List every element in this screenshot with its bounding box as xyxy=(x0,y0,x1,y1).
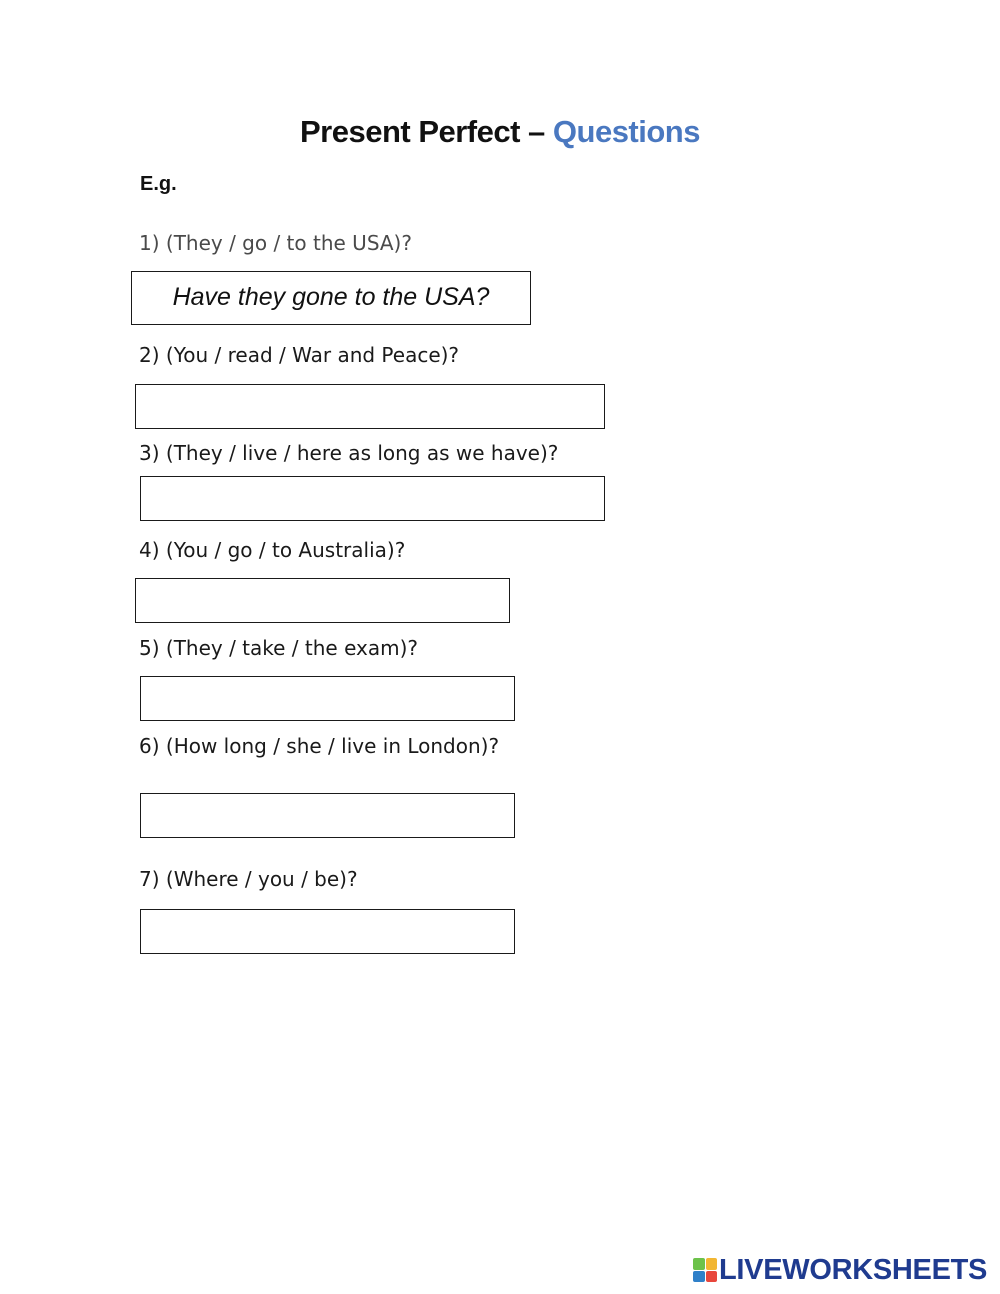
question-2-prompt: 2) (You / read / War and Peace)? xyxy=(139,343,460,367)
question-4-prompt: 4) (You / go / to Australia)? xyxy=(139,538,406,562)
liveworksheets-logo xyxy=(693,1255,987,1285)
question-5-prompt: 5) (They / take / the exam)? xyxy=(139,636,419,660)
example-label: E.g. xyxy=(140,173,177,195)
page-title xyxy=(0,114,1000,150)
question-5-answer-box xyxy=(140,676,515,721)
question-4-answer-box xyxy=(135,578,510,623)
liveworksheets-logo-text: LIVEWORKSHEETS xyxy=(719,1253,988,1286)
question-1-example-answer-box xyxy=(131,271,531,325)
question-5-answer-input[interactable] xyxy=(141,677,514,720)
question-6-prompt: 6) (How long / she / live in London)? xyxy=(139,734,500,758)
question-3-prompt: 3) (They / live / here as long as we have)? xyxy=(139,441,559,465)
logo-mark-cell xyxy=(706,1271,718,1283)
logo-mark-cell xyxy=(693,1271,705,1283)
question-3-answer-box xyxy=(140,476,605,521)
question-3-answer-input[interactable] xyxy=(141,477,604,520)
question-6-answer-box xyxy=(140,793,515,838)
liveworksheets-logo-icon xyxy=(693,1258,717,1282)
question-7-answer-box xyxy=(140,909,515,954)
title-main: Present Perfect – xyxy=(299,114,553,149)
question-2-answer-input[interactable] xyxy=(136,385,604,428)
question-4-answer-input[interactable] xyxy=(136,579,509,622)
question-6-answer-input[interactable] xyxy=(141,794,514,837)
question-7-answer-input[interactable] xyxy=(141,910,514,953)
question-1-prompt: 1) (They / go / to the USA)? xyxy=(139,231,412,255)
question-7-prompt: 7) (Where / you / be)? xyxy=(139,867,358,891)
question-2-answer-box xyxy=(135,384,605,429)
logo-mark-cell xyxy=(706,1258,718,1270)
title-accent: Questions xyxy=(552,114,700,149)
logo-mark-cell xyxy=(693,1258,705,1270)
question-1-example-answer: Have they gone to the USA? xyxy=(172,283,490,311)
